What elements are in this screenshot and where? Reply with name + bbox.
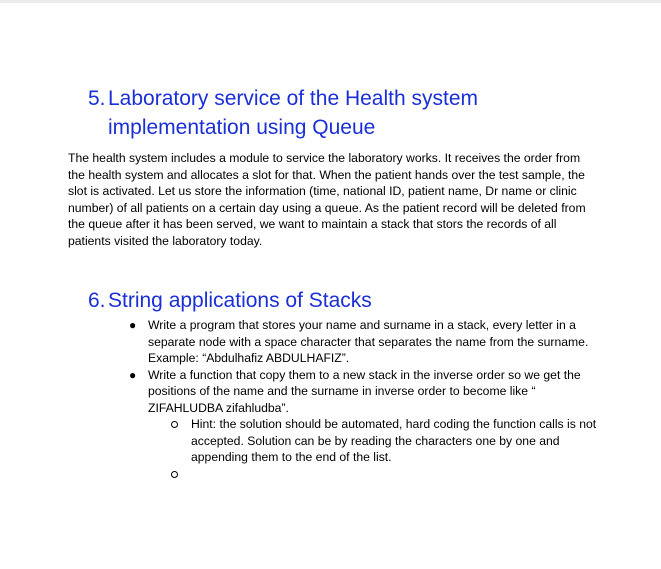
bullet-text: Write a program that stores your name and surname in a stack, every letter in a separate node with a space character that separates the name from the surname. Example: “Abdulhafiz ABDULHAFIZ”.	[148, 318, 589, 365]
section-6-number: 6.	[88, 289, 106, 312]
section-5-number: 5.	[88, 87, 106, 110]
bullet-icon: ●	[129, 367, 137, 382]
sub-list-item-empty	[191, 466, 599, 483]
section-6-title: String applications of Stacks	[108, 289, 372, 312]
section-6-heading	[88, 286, 548, 315]
hollow-circle-bullet-icon	[171, 471, 178, 478]
hollow-circle-bullet-icon	[171, 421, 178, 428]
sub-list-item	[191, 416, 599, 466]
section-5-paragraph: The health system includes a module to service the laboratory works. It receives the order from the health system and allocates a slot for that. When the patient hands over the test sample, the slot is activated. Let us store the information (time, national ID, patient name, Dr name or clinic number) of all patients on a certain day using a queue. As the patient record will be deleted from the queue after it has been served, we want to maintain a stack that stors the records of all patients visited the laboratory today.	[68, 151, 586, 248]
sub-bullet-text: Hint: the solution should be automated, hard coding the function calls is not accepted. Solution can be by reading the characters one by one and appending them to the end of the list.	[191, 417, 597, 464]
section-5-title: Laboratory service of the Health system implementation using Queue	[108, 87, 479, 139]
section-5-heading	[88, 84, 548, 142]
top-edge-band	[0, 0, 661, 3]
list-item	[129, 317, 599, 367]
bullet-icon: ●	[129, 318, 137, 332]
bullet-text: Write a function that copy them to a new stack in the inverse order so we get the positions of the name and the surname in inverse order to become like “ ZIFAHLUDBA zifahludba”.	[148, 367, 581, 415]
sub-bullet-list	[148, 416, 599, 482]
section-6-bullet-list	[129, 317, 599, 482]
list-item	[129, 367, 599, 483]
